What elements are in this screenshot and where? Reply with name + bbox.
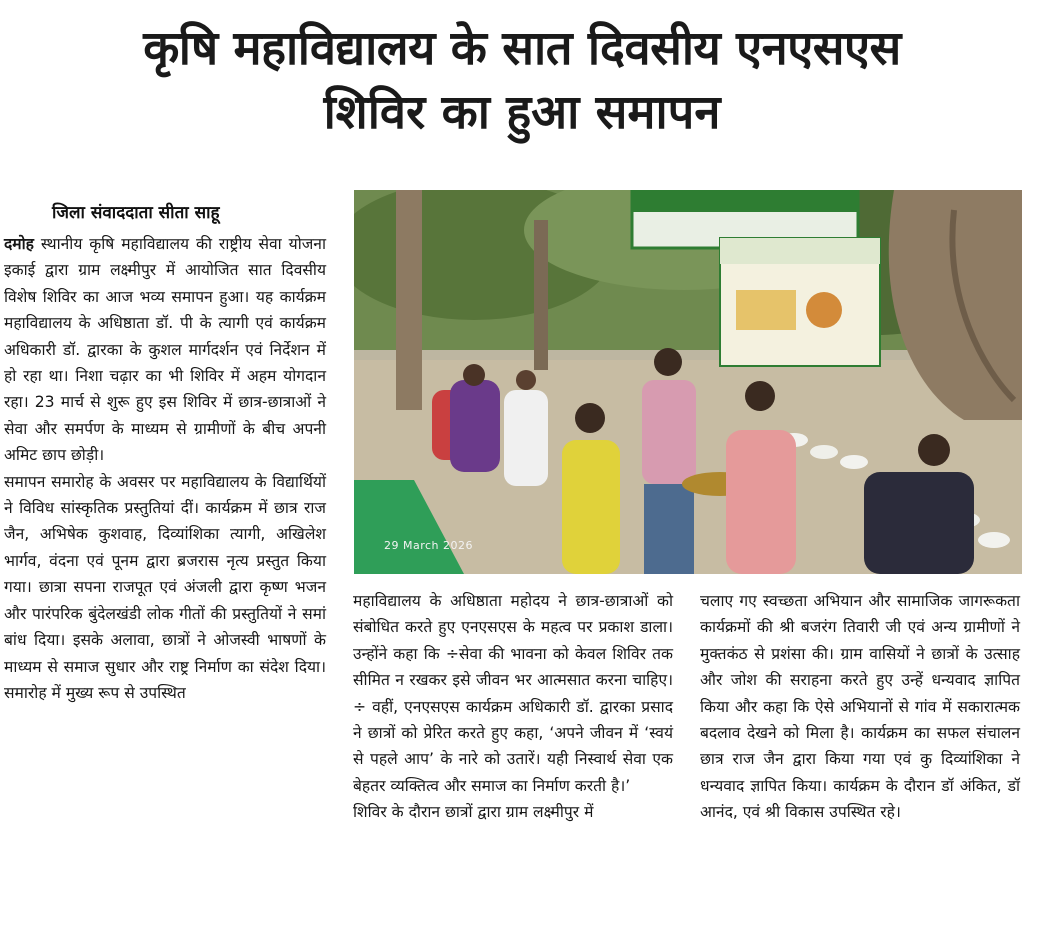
dateline: दमोह: [4, 235, 34, 253]
article-column-3: [700, 588, 1020, 826]
photo-illustration: [354, 190, 1022, 574]
article-column-2: [353, 588, 673, 826]
column-2-paragraph-1: महाविद्यालय के अधिष्ठाता महोदय ने छात्र-छात्राओं को संबोधित करते हुए एनएसएस के महत्व पर प्रकाश डाला। उन्होंने कहा कि ÷सेवा की भावना को केवल शिविर तक सीमित न रखकर इसे जीवन भर आत्मसात करना चाहिए।÷ वहीं, एनएसएस कार्यक्रम अधिकारी डॉ. द्वारका प्रसाद ने छात्रों को प्रेरित करते हुए कहा, ‘अपने जीवन में ‘स्वयं से पहले आप’ के नारे को उतारें। यही निस्वार्थ सेवा एक बेहतर व्यक्तित्व और समाज का निर्माण करती है।’: [353, 592, 673, 795]
column-1-paragraph-1: [4, 231, 326, 469]
byline: जिला संवाददाता सीता साहू: [52, 203, 220, 223]
headline-line-2: शिविर का हुआ समापन: [323, 85, 721, 140]
article-column-1: [4, 231, 326, 706]
column-1-intro-text: स्थानीय कृषि महाविद्यालय की राष्ट्रीय सेवा योजना इकाई द्वारा ग्राम लक्ष्मीपुर में आयोजित सात दिवसीय विशेष शिविर का आज भव्य समापन हुआ। यह कार्यक्रम महाविद्यालय के अधिष्ठाता डॉ. पी के त्यागी एवं कार्यक्रम अधिकारी डॉ. द्वारका के कुशल मार्गदर्शन एवं निर्देशन में हो रहा था। निशा चढ़ार का भी शिविर में अहम योगदान रहा। 23 मार्च से शुरू हुए इस शिविर में छात्र-छात्राओं ने सेवा और समर्पण के माध्यम से ग्रामीणों के बीच अपनी अमिट छाप छोड़ी।: [4, 235, 326, 465]
article-headline: [0, 18, 1044, 146]
event-photo: [354, 190, 1022, 574]
photo-timestamp: 29 March 2026: [384, 539, 474, 552]
column-1-paragraph-2: समापन समारोह के अवसर पर महाविद्यालय के विद्यार्थियों ने विविध सांस्कृतिक प्रस्तुतियां दीं। कार्यक्रम में छात्र राज जैन, अभिषेक कुशवाह, दिव्यांशिका त्यागी, अखिलेश भार्गव, वंदना एवं पूनम द्वारा ब्रजरास नृत्य प्रस्तुत किया गया। छात्रा सपना राजपूत एवं अंजली द्वारा कृष्ण भजन और पारंपरिक बुंदेलखंडी लोक गीतों की प्रस्तुतियों ने समां बांध दिया। इसके अलावा, छात्रों ने ओजस्वी भाषणों के माध्यम से समाज सुधार और राष्ट्र निर्माण का संदेश दिया। समारोह में मुख्य रूप से उपस्थित: [4, 472, 326, 702]
column-2-paragraph-2: शिविर के दौरान छात्रों द्वारा ग्राम लक्ष्मीपुर में: [353, 803, 594, 822]
column-3-paragraph-1: चलाए गए स्वच्छता अभियान और सामाजिक जागरूकता कार्यक्रमों की श्री बजरंग तिवारी जी एवं अन्य ग्रामीणों ने मुक्तकंठ से प्रशंसा की। ग्राम वासियों ने छात्रों के उत्साह और जोश की सराहना करते हुए उन्हें धन्यवाद ज्ञापित किया और कहा कि ऐसे अभियानों से गांव में सकारात्मक बदलाव देखने को मिला है। कार्यक्रम का सफल संचालन छात्र राज जैन द्वारा किया गया एवं कु दिव्यांशिका ने धन्यवाद ज्ञापित किया। कार्यक्रम के दौरान डॉ अंकित, डॉ आनंद, एवं श्री विकास उपस्थित रहे।: [700, 592, 1020, 822]
headline-line-1: कृषि महाविद्यालय के सात दिवसीय एनएसएस: [143, 21, 901, 76]
